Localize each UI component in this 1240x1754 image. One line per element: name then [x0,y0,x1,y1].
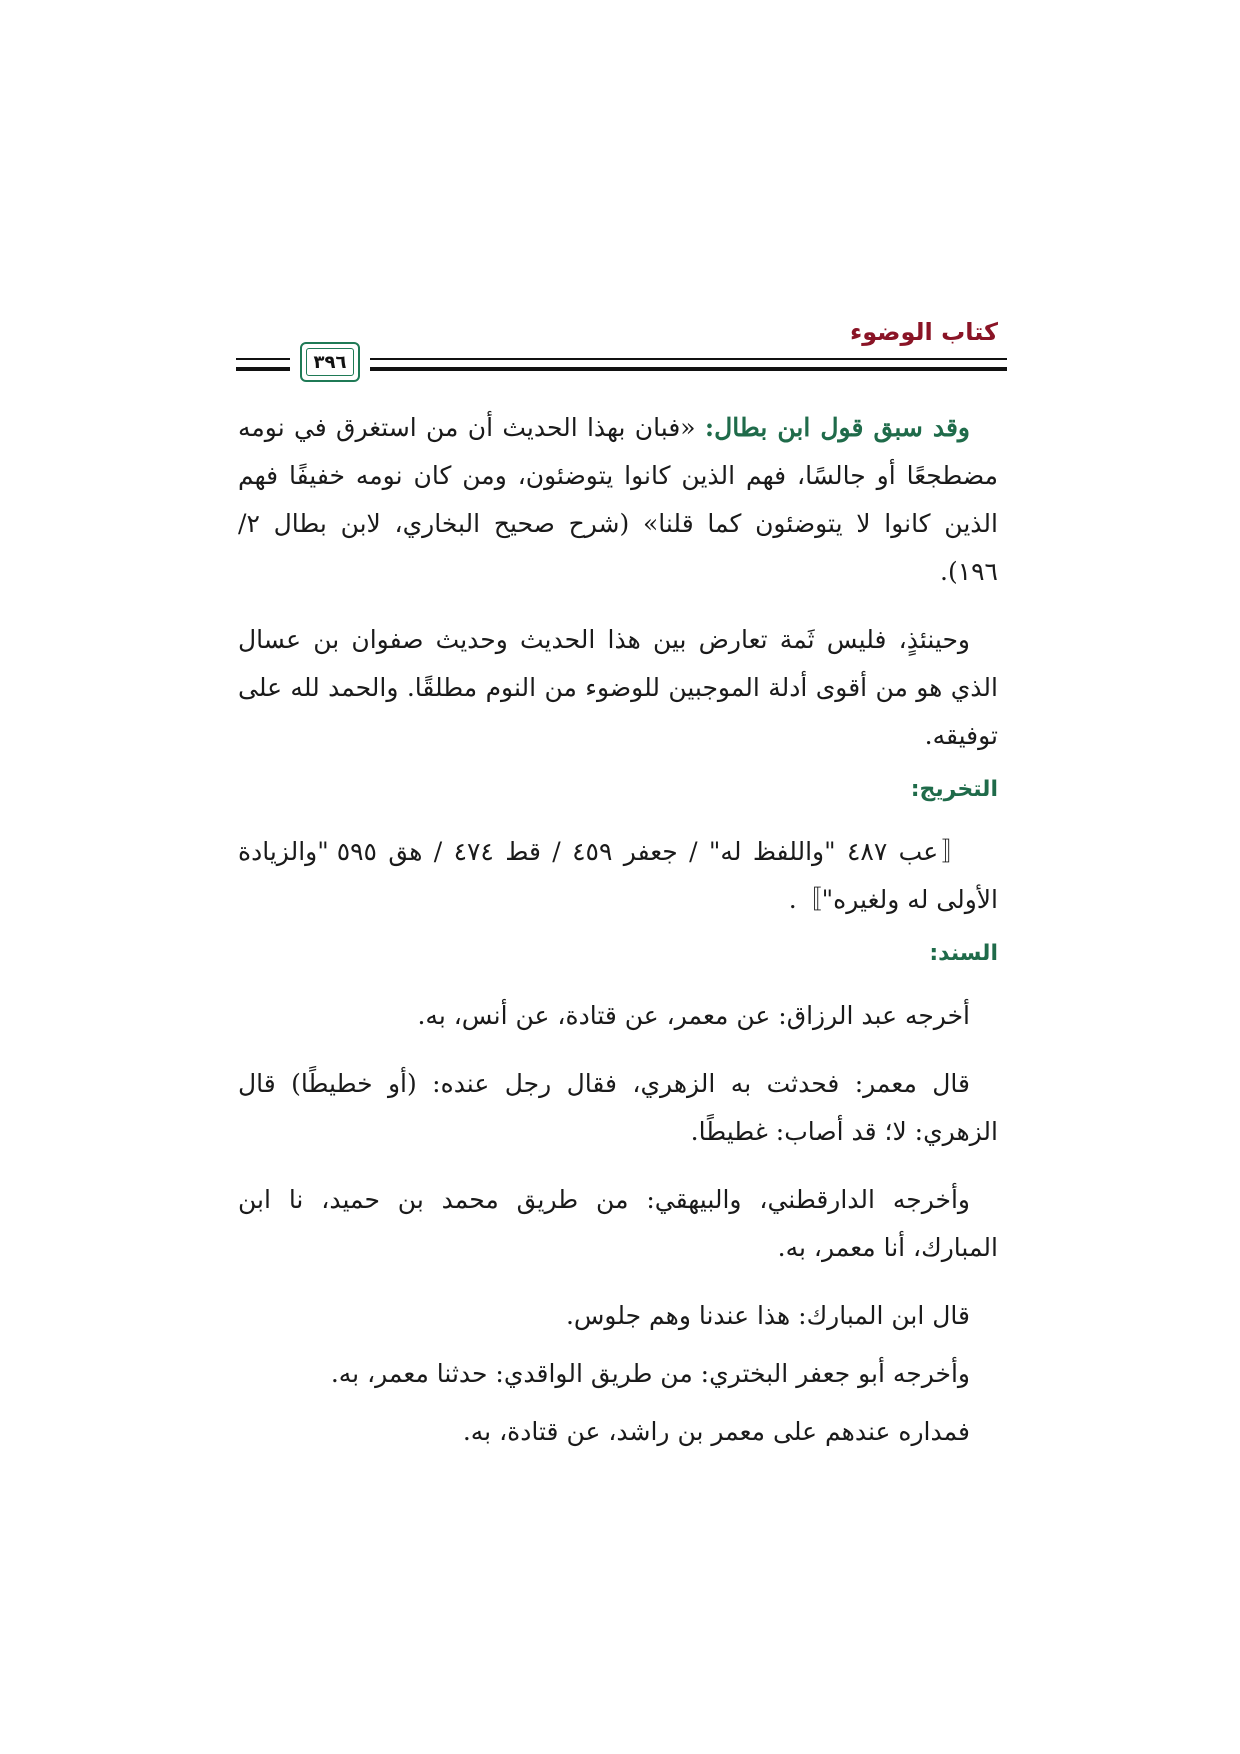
running-header-title: كتاب الوضوء [849,318,998,346]
page-number-badge [300,342,360,382]
paragraph-sanad-5: وأخرجه أبو جعفر البختري: من طريق الواقدي: حدثنا معمر، به. [330,1359,970,1388]
page-number: ٣٩٦ [313,351,347,373]
paragraph-sanad-1: أخرجه عبد الرزاق: عن معمر، عن قتادة، عن أنس، به. [417,1001,970,1030]
paragraph-sanad-3: وأخرجه الدارقطني، والبيهقي: من طريق محمد بن حميد، نا ابن المبارك، أنا معمر، به. [238,1185,998,1262]
paragraph-text: «فبان بهذا الحديث أن من استغرق في نومه مضطجعًا أو جالسًا، فهم الذين كانوا يتوضئون، ومن كان نومه خفيفًا فهم الذين كانوا لا يتوضئون كما قلنا» (شرح صحيح البخاري، لابن بطال ٢/ ١٩٦). [238,413,998,586]
paragraph-sanad-6: فمداره عندهم على معمر بن راشد، عن قتادة، به. [462,1417,970,1446]
paragraph-conclusion: وحينئذٍ، فليس ثَمة تعارض بين هذا الحديث وحديث صفوان بن عسال الذي هو من أقوى أدلة الموجبين للوضوء من النوم مطلقًا. والحمد لله على توفيقه. [238,625,998,750]
paragraph-takhrij: 〚عب ٤٨٧ "واللفظ له" / جعفر ٤٥٩ / قط ٤٧٤ / هق ٥٩٥ "والزيادة الأولى له ولغيره"〛. [238,837,998,914]
paragraph-ibn-battal [238,404,998,596]
paragraph-sanad-4: قال ابن المبارك: هذا عندنا وهم جلوس. [565,1301,970,1330]
paragraph-lead: وقد سبق قول ابن بطال: [704,413,971,442]
page-body [238,404,998,1476]
paragraph-sanad-2: قال معمر: فحدثت به الزهري، فقال رجل عنده: (أو خطيطًا) قال الزهري: لا؛ قد أصاب: غطيطًا. [238,1069,998,1146]
section-heading-sanad: السند: [929,941,998,966]
section-heading-takhrij: التخريج: [910,777,998,802]
